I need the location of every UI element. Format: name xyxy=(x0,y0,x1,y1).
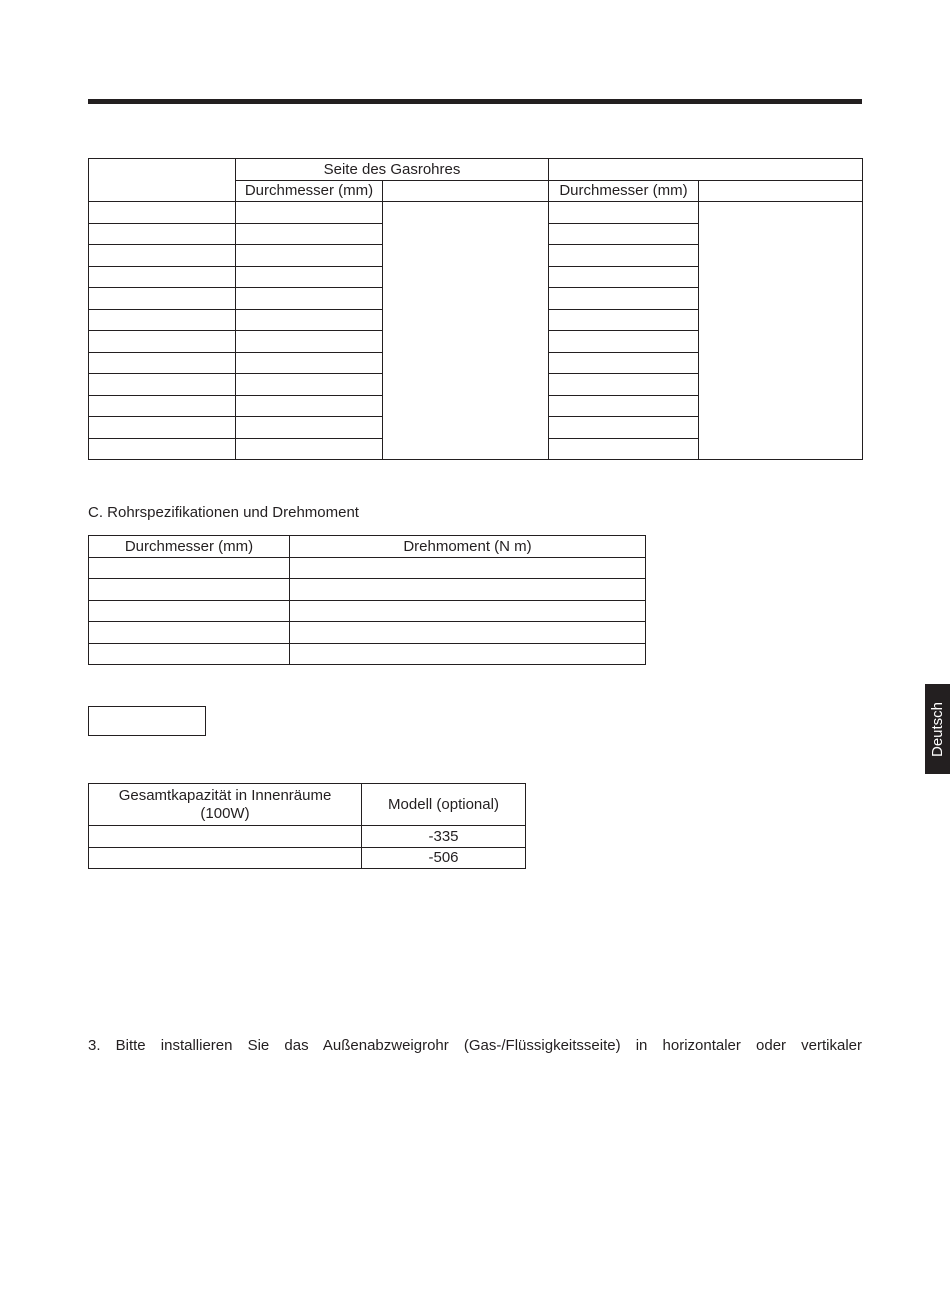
diameter-cell xyxy=(89,622,290,644)
gas-side-header: Seite des Gasrohres xyxy=(236,159,549,181)
gas-diameter-cell xyxy=(236,245,383,267)
table-row xyxy=(89,557,646,579)
liquid-diameter-cell xyxy=(549,245,699,267)
gas-diameter-cell xyxy=(236,309,383,331)
model-cell xyxy=(89,309,236,331)
gas-diameter-cell xyxy=(236,331,383,353)
gas-diameter-cell xyxy=(236,288,383,310)
model-cell: -506 xyxy=(362,847,526,869)
torque-cell xyxy=(290,600,646,622)
model-cell xyxy=(89,352,236,374)
gas-diameter-cell xyxy=(236,374,383,396)
model-cell xyxy=(89,438,236,460)
model-cell xyxy=(89,288,236,310)
gas-merged-cell xyxy=(383,202,549,460)
header-blank-cell xyxy=(89,159,236,202)
language-tab xyxy=(925,684,950,774)
liquid-diameter-cell xyxy=(549,352,699,374)
liquid-diameter-cell xyxy=(549,395,699,417)
torque-header: Drehmoment (N m) xyxy=(290,536,646,558)
diameter-cell xyxy=(89,643,290,665)
liquid-diameter-cell xyxy=(549,438,699,460)
model-cell xyxy=(89,202,236,224)
model-cell xyxy=(89,374,236,396)
torque-cell xyxy=(290,579,646,601)
liquid-diameter-cell xyxy=(549,202,699,224)
liquid-diameter-cell xyxy=(549,288,699,310)
diameter-cell xyxy=(89,600,290,622)
model-cell: -335 xyxy=(362,826,526,848)
gas-diameter-cell xyxy=(236,395,383,417)
pipe-torque-table xyxy=(88,535,646,665)
model-cell xyxy=(89,331,236,353)
model-cell xyxy=(89,395,236,417)
table-row xyxy=(89,579,646,601)
table-row xyxy=(89,600,646,622)
model-table xyxy=(88,783,526,869)
liquid-side-header xyxy=(549,159,863,181)
liquid-merged-cell xyxy=(699,202,863,460)
liquid-diameter-cell xyxy=(549,417,699,439)
gas-diameter-cell xyxy=(236,352,383,374)
model-cell xyxy=(89,417,236,439)
liquid-blank-header xyxy=(699,180,863,202)
capacity-cell xyxy=(89,826,362,848)
capacity-header: Gesamtkapazität in Innenräume (100W) xyxy=(89,784,362,826)
model-cell xyxy=(89,223,236,245)
table-row xyxy=(89,622,646,644)
header-rule xyxy=(88,99,862,104)
diameter-cell xyxy=(89,557,290,579)
liquid-diameter-cell xyxy=(549,331,699,353)
gas-diameter-header: Durchmesser (mm) xyxy=(236,180,383,202)
capacity-cell xyxy=(89,847,362,869)
gas-diameter-cell xyxy=(236,223,383,245)
liquid-diameter-cell xyxy=(549,374,699,396)
gas-diameter-cell xyxy=(236,438,383,460)
torque-cell xyxy=(290,557,646,579)
liquid-diameter-cell xyxy=(549,309,699,331)
torque-cell xyxy=(290,622,646,644)
gas-diameter-cell xyxy=(236,266,383,288)
empty-label-box xyxy=(88,706,206,736)
model-header: Modell (optional) xyxy=(362,784,526,826)
instruction-paragraph: 3. Bitte installieren Sie das Außenabzweigrohr (Gas-/Flüssigkeitsseite) in horizontaler oder vertikaler xyxy=(88,1037,862,1054)
language-tab-label: Deutsch xyxy=(929,701,946,757)
model-cell xyxy=(89,245,236,267)
table-row xyxy=(89,202,863,224)
pipe-size-table xyxy=(88,158,863,460)
torque-cell xyxy=(290,643,646,665)
section-c-caption: C. Rohrspezifikationen und Drehmoment xyxy=(88,504,359,521)
table-row xyxy=(89,847,526,869)
model-cell xyxy=(89,266,236,288)
table-row xyxy=(89,643,646,665)
liquid-diameter-cell xyxy=(549,266,699,288)
liquid-diameter-cell xyxy=(549,223,699,245)
liquid-diameter-header: Durchmesser (mm) xyxy=(549,180,699,202)
gas-diameter-cell xyxy=(236,202,383,224)
diameter-header: Durchmesser (mm) xyxy=(89,536,290,558)
diameter-cell xyxy=(89,579,290,601)
gas-diameter-cell xyxy=(236,417,383,439)
gas-blank-header xyxy=(383,180,549,202)
table-row xyxy=(89,826,526,848)
